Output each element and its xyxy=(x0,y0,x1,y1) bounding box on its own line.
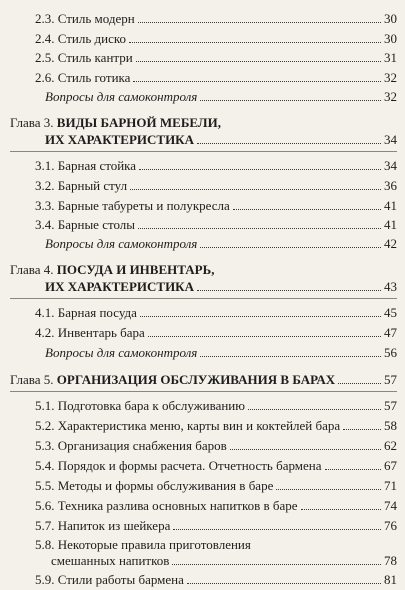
dot-leader xyxy=(136,61,381,62)
toc-entry-label: 3.1. Барная стойка xyxy=(35,158,137,173)
chapter-title: ВИДЫ БАРНОЙ МЕБЕЛИ, xyxy=(56,115,221,130)
toc-entry-questions xyxy=(45,236,397,252)
dot-leader xyxy=(173,529,381,530)
dot-leader xyxy=(139,169,381,170)
toc-entry-page: 42 xyxy=(384,236,397,251)
toc-entry-page: 32 xyxy=(384,89,397,104)
dot-leader xyxy=(129,42,381,43)
toc-entry xyxy=(35,572,397,588)
toc-entry xyxy=(35,498,397,514)
chapter-prefix: Глава 4. xyxy=(10,262,54,277)
dot-leader xyxy=(138,228,381,229)
chapter-heading xyxy=(10,115,221,131)
toc-entry-label: 4.1. Барная посуда xyxy=(35,305,137,320)
toc-entry-label: Вопросы для самоконтроля xyxy=(45,345,198,360)
toc-entry-label: 5.5. Методы и формы обслуживания в баре xyxy=(35,478,274,493)
toc-entry-page: 36 xyxy=(384,178,397,193)
toc-entry-page: 57 xyxy=(384,398,397,413)
chapter-prefix: Глава 5. xyxy=(10,372,54,387)
toc-entry xyxy=(35,70,397,86)
toc-entry-page: 81 xyxy=(384,572,397,587)
toc-entry-questions xyxy=(45,89,397,105)
toc-entry-label: 5.9. Стили работы бармена xyxy=(35,572,184,587)
toc-entry-label: 5.4. Порядок и формы расчета. Отчетность бармена xyxy=(35,458,322,473)
dot-leader xyxy=(197,290,381,291)
chapter-heading-label xyxy=(10,372,335,388)
chapter-heading xyxy=(10,372,397,388)
toc-entry-label: 3.2. Барный стул xyxy=(35,178,128,193)
dot-leader xyxy=(248,409,381,410)
dot-leader xyxy=(172,564,381,565)
dot-leader xyxy=(130,189,381,190)
toc-entry-questions xyxy=(45,345,397,361)
toc-entry-page: 32 xyxy=(384,70,397,85)
dot-leader xyxy=(233,209,381,210)
toc-entry-label: Вопросы для самоконтроля xyxy=(45,89,198,104)
toc-entry-label: 5.7. Напиток из шейкера xyxy=(35,518,171,533)
toc-entry xyxy=(35,11,397,27)
toc-entry-page: 76 xyxy=(384,518,397,533)
toc-entry-page: 74 xyxy=(384,498,397,513)
toc-entry xyxy=(51,553,397,569)
toc-entry-label-line1: 5.8. Некоторые правила приготовления xyxy=(35,537,251,552)
toc-entry-label: 2.6. Стиль готика xyxy=(35,70,131,85)
toc-entry-page: 30 xyxy=(384,11,397,26)
toc-entry xyxy=(35,50,397,66)
dot-leader xyxy=(343,429,381,430)
toc-entry xyxy=(35,217,397,233)
toc-entry-page: 31 xyxy=(384,50,397,65)
chapter-title: ИХ ХАРАКТЕРИСТИКА xyxy=(45,132,194,147)
dot-leader xyxy=(133,81,381,82)
chapter-heading-line2 xyxy=(45,279,397,295)
dot-leader xyxy=(230,449,381,450)
toc-entry-page: 41 xyxy=(384,217,397,232)
chapter-title: ПОСУДА И ИНВЕНТАРЬ, xyxy=(56,262,215,277)
toc-entry-page: 43 xyxy=(384,279,397,294)
toc-entry-label: 2.3. Стиль модерн xyxy=(35,11,135,26)
toc-entry xyxy=(35,158,397,174)
dot-leader xyxy=(338,383,381,384)
toc-entry xyxy=(35,398,397,414)
toc-entry xyxy=(35,418,397,434)
chapter-title: ОРГАНИЗАЦИЯ ОБСЛУЖИВАНИЯ В БАРАХ xyxy=(56,372,336,387)
chapter-title: ИХ ХАРАКТЕРИСТИКА xyxy=(45,279,194,294)
toc-entry-label: 3.3. Барные табуреты и полукресла xyxy=(35,198,230,213)
chapter-heading-line2 xyxy=(45,132,397,148)
toc-entry-page: 56 xyxy=(384,345,397,360)
toc-entry-label: 4.2. Инвентарь бара xyxy=(35,325,145,340)
toc-entry xyxy=(35,478,397,494)
toc-entry xyxy=(35,31,397,47)
divider xyxy=(10,391,397,392)
dot-leader xyxy=(197,143,381,144)
toc-entry xyxy=(35,438,397,454)
dot-leader xyxy=(301,509,381,510)
divider xyxy=(10,151,397,152)
toc-entry-label: 3.4. Барные столы xyxy=(35,217,136,232)
toc-entry-page: 62 xyxy=(384,438,397,453)
dot-leader xyxy=(148,336,381,337)
chapter-prefix: Глава 3. xyxy=(10,115,54,130)
dot-leader xyxy=(187,583,381,584)
toc-entry-page: 78 xyxy=(384,553,397,568)
toc-entry xyxy=(35,518,397,534)
toc-entry-label: 2.4. Стиль диско xyxy=(35,31,127,46)
toc-entry xyxy=(35,198,397,214)
chapter-heading xyxy=(10,262,214,278)
divider xyxy=(10,298,397,299)
toc-entry xyxy=(35,458,397,474)
toc-entry-label: 5.1. Подготовка бара к обслуживанию xyxy=(35,398,245,413)
dot-leader xyxy=(200,100,381,101)
toc-entry xyxy=(35,305,397,321)
toc-entry-label: 5.6. Техника разлива основных напитков в баре xyxy=(35,498,298,513)
toc-entry-label: Вопросы для самоконтроля xyxy=(45,236,198,251)
toc-entry-page: 71 xyxy=(384,478,397,493)
dot-leader xyxy=(200,356,381,357)
toc-entry-label-line2: смешанных напитков xyxy=(51,553,170,568)
toc-entry-page: 34 xyxy=(384,132,397,147)
dot-leader xyxy=(138,22,381,23)
toc-entry-label: 5.3. Организация снабжения баров xyxy=(35,438,227,453)
toc-entry-page: 45 xyxy=(384,305,397,320)
toc-entry-page: 41 xyxy=(384,198,397,213)
toc-entry xyxy=(35,178,397,194)
dot-leader xyxy=(200,247,381,248)
toc-entry-page: 57 xyxy=(384,372,397,387)
toc-entry-label: 2.5. Стиль кантри xyxy=(35,50,133,65)
dot-leader xyxy=(325,469,381,470)
toc-entry-page: 58 xyxy=(384,418,397,433)
toc-entry-page: 67 xyxy=(384,458,397,473)
toc-entry-page: 30 xyxy=(384,31,397,46)
toc-entry-label: 5.2. Характеристика меню, карты вин и коктейлей бара xyxy=(35,418,341,433)
toc-entry-page: 34 xyxy=(384,158,397,173)
toc-entry-page: 47 xyxy=(384,325,397,340)
dot-leader xyxy=(140,316,381,317)
toc-entry xyxy=(35,325,397,341)
dot-leader xyxy=(276,489,381,490)
